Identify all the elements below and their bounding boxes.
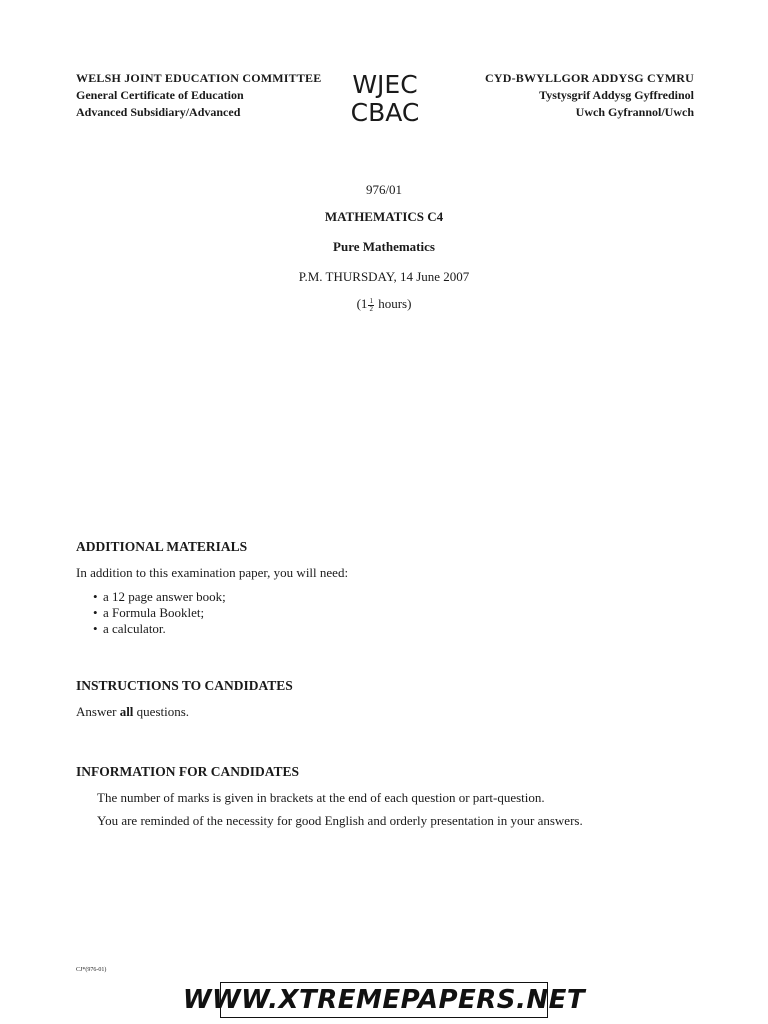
materials-list-item: • a 12 page answer book;	[103, 589, 226, 605]
materials-list-item: • a Formula Booklet;	[103, 605, 226, 621]
instructions-heading: INSTRUCTIONS TO CANDIDATES	[76, 678, 293, 693]
header-left	[76, 70, 321, 121]
instructions-bold: all	[119, 704, 134, 719]
header-right	[485, 70, 694, 121]
wjec-cbac-logo	[342, 70, 428, 124]
materials-list-item: • a calculator.	[103, 621, 226, 637]
watermark-text: WWW.XTREMEPAPERS.NET	[182, 985, 586, 1015]
materials-list	[103, 589, 226, 637]
additional-materials-heading: ADDITIONAL MATERIALS	[76, 539, 248, 554]
duration-open: (1	[356, 296, 368, 311]
logo-bottom-text: CBAC	[350, 98, 420, 124]
exam-duration	[0, 296, 768, 313]
instructions-text	[76, 704, 189, 720]
information-line-1: The number of marks is given in brackets at the end of each question or part-question.	[97, 790, 545, 805]
instructions-post: questions.	[133, 704, 190, 719]
exam-session: P.M. THURSDAY, 14 June 2007	[298, 269, 470, 284]
instructions-pre: Answer	[76, 704, 120, 719]
information-heading: INFORMATION FOR CANDIDATES	[76, 764, 300, 779]
header-right-line-3: Uwch Gyfrannol/Uwch	[575, 105, 694, 119]
header-left-line-3: Advanced Subsidiary/Advanced	[76, 105, 241, 119]
logo-top-text: WJEC	[352, 70, 418, 99]
information-line-2: You are reminded of the necessity for good English and orderly presentation in your answers.	[97, 813, 583, 828]
additional-materials-intro: In addition to this examination paper, you will need:	[76, 565, 349, 580]
header-right-line-1: CYD-BWYLLGOR ADDYSG CYMRU	[484, 71, 694, 85]
exam-paper: Pure Mathematics	[333, 239, 435, 254]
duration-close: hours)	[374, 296, 412, 311]
exam-subject: MATHEMATICS C4	[324, 209, 444, 224]
duration-fraction	[368, 298, 374, 313]
header-left-line-1: WELSH JOINT EDUCATION COMMITTEE	[76, 71, 322, 85]
print-code: CJ*(976-01)	[76, 967, 107, 973]
header-right-line-2: Tystysgrif Addysg Gyffredinol	[539, 88, 694, 102]
duration-numerator: 1	[369, 296, 373, 305]
duration-denominator: 2	[369, 304, 373, 313]
exam-code: 976/01	[365, 182, 403, 197]
watermark-box	[182, 982, 586, 1018]
header-left-line-2: General Certificate of Education	[76, 88, 244, 102]
